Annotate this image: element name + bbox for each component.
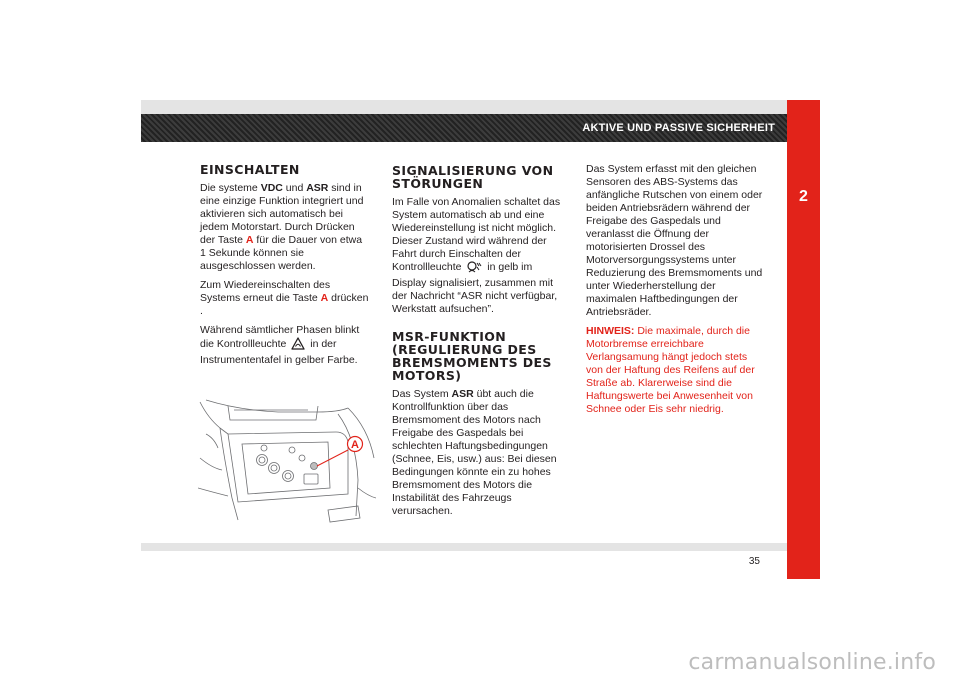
- paragraph-anomalies: Im Falle von Anomalien schaltet das System automatisch ab und eine Wiedereinstellung ist nicht möglich. Dieser Zustand wird während der Fahrt durch Einschalten der Kontrollleuchte in gelb im Display signalisiert, zusammen mit der Nachricht “ASR nicht verfügbar, Werkstatt aufsuchen”.: [392, 196, 561, 315]
- asr-warning-light-icon: [466, 261, 482, 277]
- console-illustration: [198, 398, 376, 526]
- chapter-number: 2: [799, 188, 808, 205]
- heading-signalisierung: SIGNALISIERUNG VON STÖRUNGEN: [392, 163, 554, 191]
- top-gray-bar: [141, 100, 787, 114]
- paragraph-reactivation: Zum Wiedereinschalten des Systems erneut die Taste A drücken .: [200, 279, 369, 317]
- watermark-text: carmanualsonline.info: [688, 650, 936, 675]
- key-a-reference: A: [320, 292, 329, 304]
- paragraph-msr: Das System ASR übt auch die Kontrollfunktion über das Bremsmoment des Motors nach Freigabe des Gaspedals bei schlechten Haftungsbedingungen (Schnee, Eis, usw.) aus: Bei diesen Bedingungen könnte ein zu hohes Bremsmoment des Motors die Instabilität des Fahrzeugs verursachen.: [392, 388, 557, 517]
- callout-label-a: A: [351, 439, 359, 451]
- note-label: HINWEIS:: [586, 325, 635, 337]
- heading-einschalten: EINSCHALTEN: [200, 162, 300, 177]
- column-einschalten: [200, 163, 370, 373]
- paragraph-system-sensors: Das System erfasst mit den gleichen Sensoren des ABS-Systems das anfängliche Rutschen von einem oder beiden Antriebsrädern während der Freigabe des Gaspedals und veranlasst die Öffnung der motorisierten Drossel des Motorversorgungssystems unter Reduzierung des Bremsmoments und unter Wiederherstellung der maximalen Haftbedingungen der Antriebsräder.: [586, 163, 763, 318]
- heading-msr-funktion: MSR-FUNKTION (REGULIERUNG DES BREMSMOMENTS DES MOTORS): [392, 329, 552, 383]
- chapter-tab: [787, 100, 820, 579]
- paragraph-warning-light: Während sämtlicher Phasen blinkt die Kontrollleuchte in der Instrumententafel in gelber Farbe.: [200, 324, 360, 366]
- section-title: AKTIVE UND PASSIVE SICHERHEIT: [582, 122, 775, 134]
- column-signalisierung: [392, 164, 564, 524]
- key-a-reference: A: [245, 234, 254, 246]
- page-number: 35: [748, 556, 760, 567]
- vdc-warning-triangle-icon: [291, 337, 305, 354]
- paragraph-activation: Die systeme VDC und ASR sind in eine einzige Funktion integriert und aktivieren sich automatisch bei jedem Motorstart. Durch Drücken der Taste A für die Dauer von etwa 1 Sekunde können sie ausgeschlossen werden.: [200, 182, 364, 272]
- note-hinweis: HINWEIS: Die maximale, durch die Motorbremse erreichbare Verlangsamung hängt jedoch stets von der Haftung des Reifens auf der Straße ab. Klarerweise sind die Haftungswerte bei Anwesenheit von Schnee oder Eis sehr niedrig.: [586, 325, 755, 415]
- console-drawing: [198, 398, 376, 526]
- bottom-gray-bar: [141, 543, 787, 551]
- section-header-band: [141, 114, 787, 142]
- column-system-details: [586, 163, 766, 422]
